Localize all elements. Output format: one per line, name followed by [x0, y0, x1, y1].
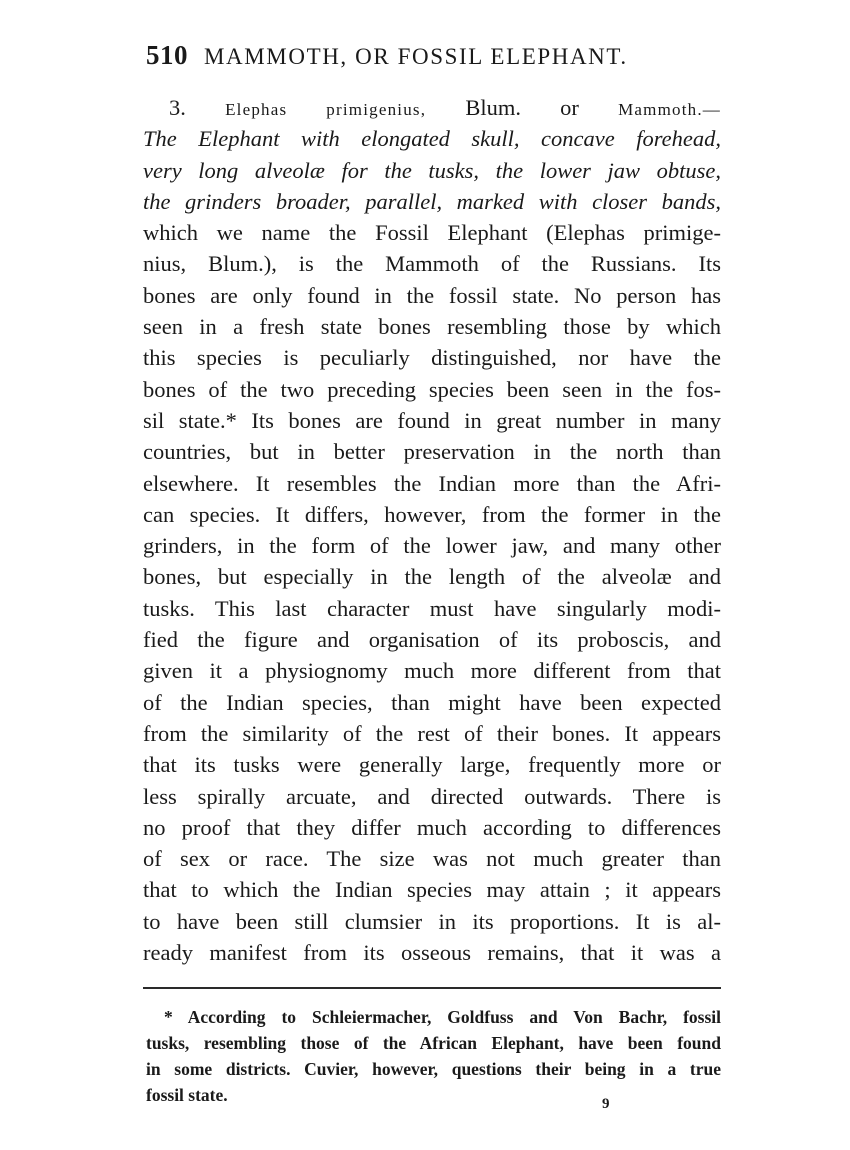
- text-line: bones are only found in the fossil state. No person has: [143, 282, 721, 308]
- text-line: The Elephant with elongated skull, concave forehead,: [143, 126, 721, 152]
- running-head: [146, 40, 726, 71]
- text-line: fied the figure and organisation of its proboscis, and: [143, 627, 721, 653]
- signature-mark: 9: [602, 1096, 610, 1112]
- text-line: elsewhere. It resembles the Indian more than the Afri-: [143, 470, 721, 496]
- text-line: of the Indian species, than might have been expected: [143, 689, 721, 715]
- text-line: can species. It differs, however, from the former in the: [143, 501, 721, 527]
- text-line: sil state.* Its bones are found in great number in many: [143, 407, 721, 433]
- running-head-title: MAMMOTH, OR FOSSIL ELEPHANT.: [204, 44, 628, 69]
- body-paragraph: [143, 92, 721, 968]
- text-line: of sex or race. The size was not much greater than: [143, 846, 721, 872]
- footnote-line: tusks, resembling those of the African Elephant, have been found: [146, 1033, 721, 1053]
- text-line: to have been still clumsier in its proportions. It is al-: [143, 908, 721, 934]
- text-line: the grinders broader, parallel, marked with closer bands,: [143, 188, 721, 214]
- footnote-divider: [143, 987, 721, 989]
- text-line: that its tusks were generally large, frequently more or: [143, 752, 721, 778]
- species-number: 3.: [169, 95, 186, 120]
- text-line: bones, but especially in the length of the alveolæ and: [143, 564, 721, 590]
- text-line: bones of the two preceding species been seen in the fos-: [143, 376, 721, 402]
- text-line: very long alveolæ for the tusks, the lower jaw obtuse,: [143, 157, 721, 183]
- text-line: which we name the Fossil Elephant (Elephas primige-: [143, 220, 721, 246]
- page-number: 510: [146, 40, 188, 70]
- species-name: Elephas primigenius,: [225, 100, 427, 119]
- footnote-line: fossil state.: [146, 1085, 228, 1105]
- species-common-name: Mammoth.—: [618, 100, 721, 119]
- text-line: that to which the Indian species may attain ; it appears: [143, 877, 721, 903]
- text-line: this species is peculiarly distinguished, nor have the: [143, 345, 721, 371]
- footnote-line: in some districts. Cuvier, however, questions their being in a true: [146, 1059, 721, 1079]
- text-line: from the similarity of the rest of their bones. It appears: [143, 720, 721, 746]
- text-line: countries, but in better preservation in the north than: [143, 439, 721, 465]
- text-line: no proof that they differ much according to differences: [143, 814, 721, 840]
- text-line: tusks. This last character must have singularly modi-: [143, 595, 721, 621]
- species-authority: Blum. or: [465, 95, 579, 120]
- text-line: seen in a fresh state bones resembling those by which: [143, 314, 721, 340]
- text-line: grinders, in the form of the lower jaw, and many other: [143, 533, 721, 559]
- text-line: nius, Blum.), is the Mammoth of the Russians. Its: [143, 251, 721, 277]
- text-line: ready manifest from its osseous remains, that it was a: [143, 940, 721, 966]
- text-line: given it a physiognomy much more different from that: [143, 658, 721, 684]
- paragraph-lead-line: [143, 92, 721, 123]
- footnote: [146, 1004, 721, 1108]
- text-line: less spirally arcuate, and directed outwards. There is: [143, 783, 721, 809]
- footnote-line: * According to Schleiermacher, Goldfuss and Von Bachr, fossil: [164, 1007, 721, 1027]
